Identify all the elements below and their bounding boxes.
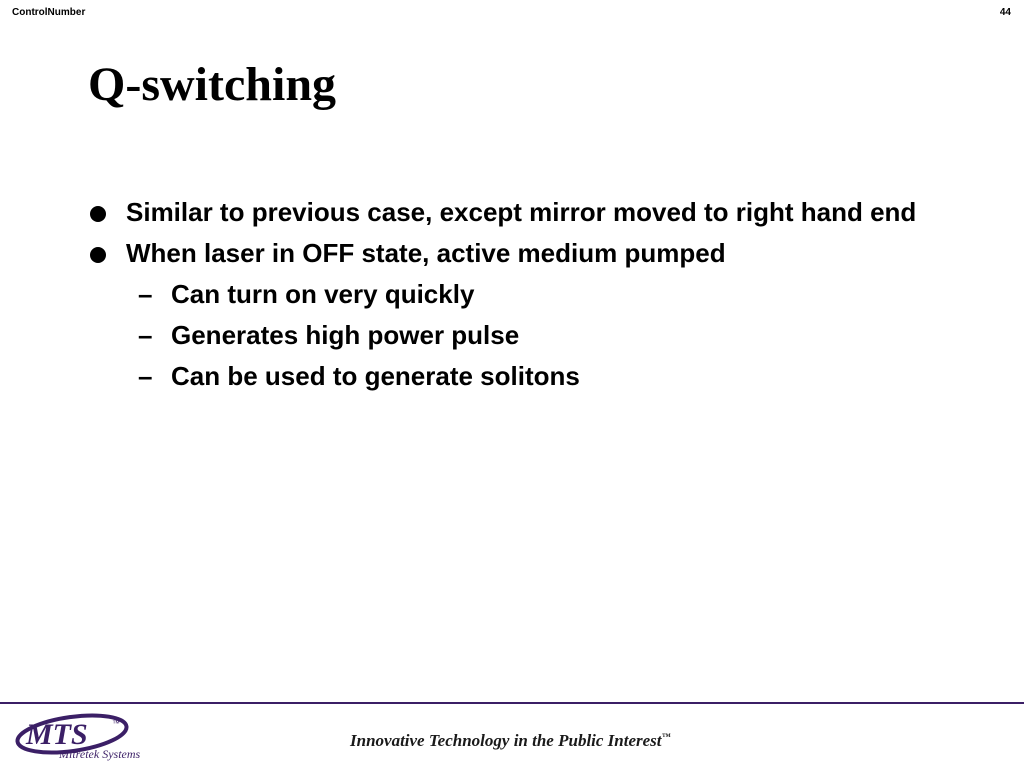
bullet-item <box>90 237 950 270</box>
sub-bullet-item <box>90 278 950 311</box>
dash-icon: – <box>138 320 153 350</box>
control-number-label: ControlNumber <box>12 7 86 18</box>
bullet-item <box>90 196 950 229</box>
bullet-list <box>90 196 950 401</box>
dash-icon: – <box>138 361 153 391</box>
footer-tagline <box>350 731 671 751</box>
sub-bullet-text: Generates high power pulse <box>171 320 520 350</box>
bullet-dot-icon <box>90 247 106 263</box>
logo-subtitle: Mitretek Systems <box>59 747 141 761</box>
slide-title: Q-switching <box>88 58 337 111</box>
bullet-text: Similar to previous case, except mirror moved to right hand end <box>126 197 917 227</box>
sub-bullet-text: Can turn on very quickly <box>171 279 475 309</box>
sub-bullet-item <box>90 360 950 393</box>
bullet-text: When laser in OFF state, active medium pumped <box>126 238 726 268</box>
page-number: 44 <box>999 7 1011 18</box>
tagline-text: Innovative Technology in the Public Interest <box>350 731 662 750</box>
logo-mark: MTS <box>26 718 88 751</box>
sub-bullet-text: Can be used to generate solitons <box>171 361 580 391</box>
logo-tm: ™ <box>112 719 120 728</box>
dash-icon: – <box>138 279 153 309</box>
sub-bullet-item <box>90 319 950 352</box>
bullet-dot-icon <box>90 206 106 222</box>
tagline-tm: ™ <box>661 731 671 742</box>
footer-rule <box>0 702 1024 704</box>
mts-logo <box>14 710 164 762</box>
